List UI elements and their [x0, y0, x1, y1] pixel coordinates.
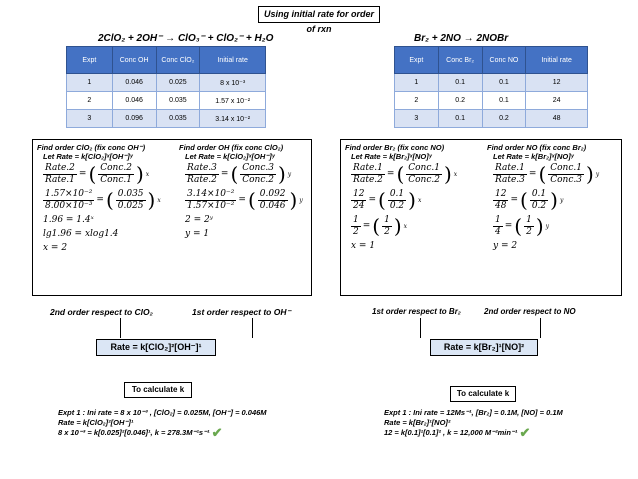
result-line: Expt 1 : Ini rate = 12Ms⁻¹, [Br₂] = 0.1M, [NO] = 0.1M: [384, 408, 563, 417]
derivation-step: lg1.96 = xlog1.4: [43, 229, 119, 239]
right-calc-k-label: To calculate k: [450, 386, 516, 402]
table-cell: 0.025: [156, 74, 200, 92]
result-line: 12 = k[0.1]¹[0.1]² , k = 12,000 M⁻²min⁻¹ ✔: [384, 425, 531, 441]
table-cell: 1: [67, 74, 113, 92]
order-note-clo2: 2nd order respect to ClO₂: [50, 307, 153, 317]
result-line: Rate = k[Br₂]¹[NO]²: [384, 418, 451, 427]
table-header: Conc Br₂: [438, 47, 482, 74]
arrow-line: [540, 318, 541, 338]
table-cell: 0.1: [438, 110, 482, 128]
table-cell: 0.1: [482, 74, 526, 92]
right-k-calculation: [384, 408, 563, 441]
derivation-result: y = 1: [185, 229, 210, 239]
table-cell: 3: [67, 110, 113, 128]
table-cell: 2: [395, 92, 439, 110]
table-cell: 0.096: [112, 110, 156, 128]
right-rate-law-box: Rate = k[Br₂]¹[NO]²: [430, 339, 538, 356]
arrow-line: [120, 318, 121, 338]
table-cell: 0.1: [482, 92, 526, 110]
table-header-row: [67, 47, 266, 74]
checkmark-icon: ✔: [211, 425, 223, 441]
ratio-line-2: $\frac{12}{48}$ = ( $\frac{0.1}{0.2}$ ) y: [495, 188, 564, 212]
clo2-order-derivation: [37, 143, 177, 255]
left-k-calculation: [58, 408, 267, 441]
table-cell: 24: [526, 92, 588, 110]
table-header: Expt: [67, 47, 113, 74]
table-header: Expt: [395, 47, 439, 74]
table-cell: 0.2: [438, 92, 482, 110]
derivation-result: x = 2: [43, 243, 68, 253]
arrow-line: [252, 318, 253, 338]
table-header: Conc NO: [482, 47, 526, 74]
ratio-line-2: $\frac{\text{3.14×10⁻²}}{\text{1.57×10⁻²}}$ = ( $\frac{0.092}{0.046}$ ) y: [187, 188, 303, 212]
left-derivation-panel: [32, 139, 312, 296]
table-header: Initial rate: [200, 47, 266, 74]
ratio-line-1: $\frac{\text{Rate.1}}{\text{Rate.2}}$ = ( $\frac{\text{Conc.1}}{\text{Conc.2}}$ ) x: [353, 162, 458, 186]
table-cell: 8 x 10⁻³: [200, 74, 266, 92]
table-row: [67, 74, 266, 92]
ratio-line-1: $\frac{\text{Rate.3}}{\text{Rate.2}}$ = ( $\frac{\text{Conc.3}}{\text{Conc.2}}$ ) y: [187, 162, 292, 186]
table-row: [67, 110, 266, 128]
table-cell: 0.1: [438, 74, 482, 92]
br2-order-derivation: [345, 143, 483, 253]
right-derivation-panel: [340, 139, 622, 296]
left-equation: 2ClO₂ + 2OH⁻ → ClO₃⁻ + ClO₂⁻ + H₂O: [98, 33, 274, 44]
derivation-title: Find order Br₂ (fix conc NO): [345, 143, 445, 152]
table-header: Conc ClO₂: [156, 47, 200, 74]
result-line: 8 x 10⁻³ = k[0.025]²[0.046]¹, k = 278.3M⁻¹s⁻¹ ✔: [58, 425, 223, 441]
order-note-no: 2nd order respect to NO: [484, 307, 576, 316]
ratio-line-3: $\frac{1}{4}$ = ( $\frac{1}{2}$ ) y: [495, 214, 550, 238]
rate-law-assumption: Let Rate = k[Br₂]ˣ[NO]ʸ: [493, 152, 574, 161]
right-data-table: [394, 46, 588, 128]
ratio-line-1: $\frac{\text{Rate.1}}{\text{Rate.3}}$ = ( $\frac{\text{Conc.1}}{\text{Conc.3}}$ ) y: [495, 162, 600, 186]
left-calc-k-label: To calculate k: [124, 382, 192, 398]
derivation-step: 2 = 2ʸ: [185, 215, 213, 225]
table-cell: 1.57 x 10⁻²: [200, 92, 266, 110]
table-cell: 0.046: [112, 92, 156, 110]
table-header-row: [395, 47, 588, 74]
result-line: Expt 1 : Ini rate = 8 x 10⁻³ , [ClO₂] = 0.025M, [OH⁻] = 0.046M: [58, 408, 267, 417]
checkmark-icon: ✔: [519, 425, 531, 441]
derivation-title: Find order OH (fix conc ClO₂): [179, 143, 284, 152]
table-cell: 0.046: [112, 74, 156, 92]
arrow-line: [420, 318, 421, 338]
derivation-title: Find order NO (fix conc Br₂): [487, 143, 587, 152]
no-order-derivation: [487, 143, 619, 253]
derivation-title: Find order ClO₂ (fix conc OH⁻): [37, 143, 146, 152]
table-header: Initial rate: [526, 47, 588, 74]
table-cell: 0.035: [156, 92, 200, 110]
table-cell: 0.035: [156, 110, 200, 128]
table-cell: 12: [526, 74, 588, 92]
table-row: [395, 92, 588, 110]
left-rate-law-box: Rate = k[ClO₂]²[OH⁻]¹: [96, 339, 216, 356]
table-cell: 3: [395, 110, 439, 128]
table-header: Conc OH: [112, 47, 156, 74]
derivation-step: 1.96 = 1.4ˣ: [43, 215, 94, 225]
table-cell: 0.2: [482, 110, 526, 128]
table-row: [395, 110, 588, 128]
table-cell: 3.14 x 10⁻²: [200, 110, 266, 128]
right-equation: Br₂ + 2NO → 2NOBr: [414, 33, 509, 44]
derivation-result: x = 1: [351, 241, 376, 251]
ratio-line-1: $\frac{\text{Rate.2}}{\text{Rate.1}}$ = ( $\frac{\text{Conc.2}}{\text{Conc.1}}$ ) x: [45, 162, 150, 186]
table-cell: 48: [526, 110, 588, 128]
ratio-line-2: $\frac{12}{24}$ = ( $\frac{0.1}{0.2}$ ) x: [353, 188, 422, 212]
result-line: Rate = k[ClO₂]²[OH⁻]¹: [58, 418, 134, 427]
page-title: Using initial rate for order of rxn: [258, 6, 380, 23]
table-cell: 2: [67, 92, 113, 110]
table-row: [67, 92, 266, 110]
order-note-oh: 1st order respect to OH⁻: [192, 307, 291, 317]
order-note-br2: 1st order respect to Br₂: [372, 307, 461, 316]
table-row: [395, 74, 588, 92]
rate-law-assumption: Let Rate = k[ClO₂]ˣ[OH⁻]ʸ: [43, 152, 133, 161]
table-cell: 1: [395, 74, 439, 92]
left-data-table: [66, 46, 266, 128]
ratio-line-3: $\frac{1}{2}$ = ( $\frac{1}{2}$ ) x: [353, 214, 408, 238]
rate-law-assumption: Let Rate = k[ClO₂]ˣ[OH⁻]ʸ: [185, 152, 275, 161]
oh-order-derivation: [179, 143, 309, 241]
ratio-line-2: $\frac{\text{1.57×10⁻²}}{\text{8.00×10⁻³}}$ = ( $\frac{0.035}{0.025}$ ) x: [45, 188, 161, 212]
derivation-result: y = 2: [493, 241, 518, 251]
rate-law-assumption: Let Rate = k[Br₂]ˣ[NO]ʸ: [351, 152, 432, 161]
